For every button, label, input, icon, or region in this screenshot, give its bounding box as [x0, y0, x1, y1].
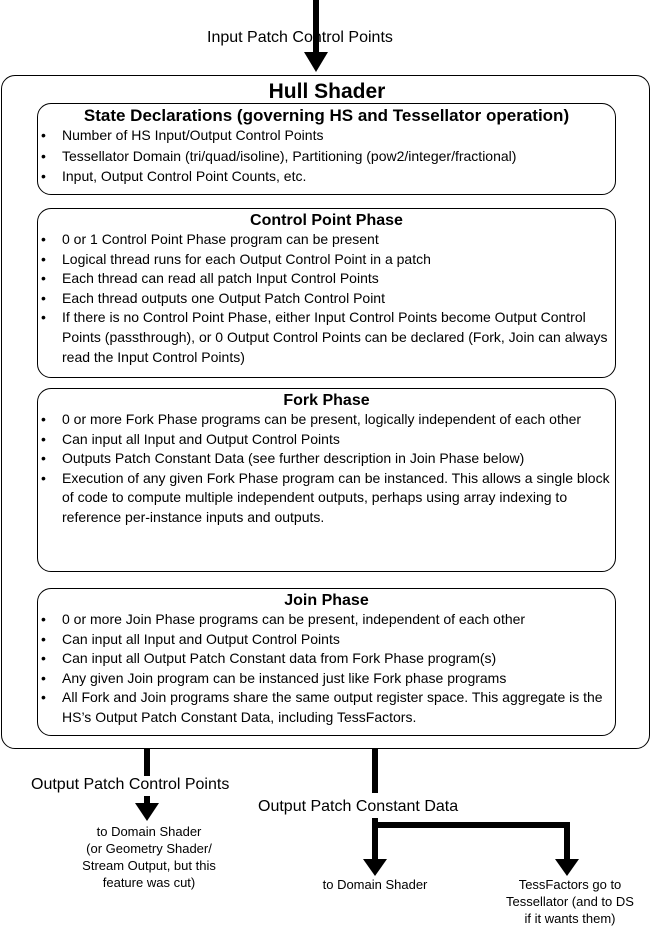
- output-cp-arrowhead: [135, 803, 159, 821]
- state-declarations-box: [37, 103, 616, 195]
- list-item: • Any given Join program can be instanced just like Fork phase programs: [38, 669, 615, 689]
- list-item: • Each thread outputs one Output Patch Control Point: [38, 289, 615, 309]
- list-item: • Can input all Input and Output Control Points: [38, 630, 615, 650]
- control-point-phase-title: Control Point Phase: [250, 212, 403, 229]
- tessfactors-destination: TessFactors go to Tessellator (and to DS if it wants them): [506, 877, 634, 926]
- list-item: • Number of HS Input/Output Control Points: [38, 125, 615, 146]
- list-item: • All Fork and Join programs share the same output register space. This aggregate is the HS’s Output Patch Constant Data, including TessFactors.: [38, 688, 615, 727]
- list-item: • Input, Output Control Point Counts, etc.: [38, 166, 615, 187]
- output-control-points-destination: to Domain Shader (or Geometry Shader/ Stream Output, but this feature was cut): [82, 824, 216, 890]
- list-item: • 0 or more Join Phase programs can be present, independent of each other: [38, 610, 615, 630]
- state-declarations-title: State Declarations (governing HS and Tessellator operation): [83, 106, 570, 125]
- list-item: • Logical thread runs for each Output Control Point in a patch: [38, 250, 615, 270]
- output-constant-data-label: Output Patch Constant Data: [258, 798, 459, 815]
- list-item: • Can input all Input and Output Control Points: [38, 430, 615, 450]
- fork-phase-title: Fork Phase: [283, 392, 370, 409]
- list-item: • Each thread can read all patch Input Control Points: [38, 269, 615, 289]
- control-point-phase-box: [37, 208, 616, 378]
- list-item: • 0 or 1 Control Point Phase program can be present: [38, 230, 615, 250]
- list-item: • Can input all Output Patch Constant data from Fork Phase program(s): [38, 649, 615, 669]
- input-arrowhead: [304, 52, 328, 72]
- constant-tess-arrowhead: [555, 859, 579, 876]
- list-item: • If there is no Control Point Phase, either Input Control Points become Output Control Points (passthrough), or 0 Output Control Points can be declared (Fork, Join can always read the Input Control Points): [38, 308, 615, 367]
- join-phase-title: Join Phase: [284, 592, 369, 609]
- output-control-points-label: Output Patch Control Points: [31, 776, 230, 793]
- join-phase-box: [37, 588, 616, 736]
- fork-phase-box: [37, 388, 616, 572]
- constant-to-domain-shader: to Domain Shader: [322, 877, 428, 892]
- hull-shader-title: Hull Shader: [268, 80, 386, 103]
- list-item: • Execution of any given Fork Phase program can be instanced. This allows a single block of code to compute multiple independent outputs, perhaps using array indexing to reference per-instance inputs and outputs.: [38, 469, 615, 528]
- constant-ds-arrowhead: [363, 859, 387, 876]
- input-patch-label: Input Patch Control Points: [207, 29, 393, 46]
- list-item: • 0 or more Fork Phase programs can be present, logically independent of each other: [38, 410, 615, 430]
- list-item: • Tessellator Domain (tri/quad/isoline), Partitioning (pow2/integer/fractional): [38, 146, 615, 167]
- list-item: • Outputs Patch Constant Data (see further description in Join Phase below): [38, 449, 615, 469]
